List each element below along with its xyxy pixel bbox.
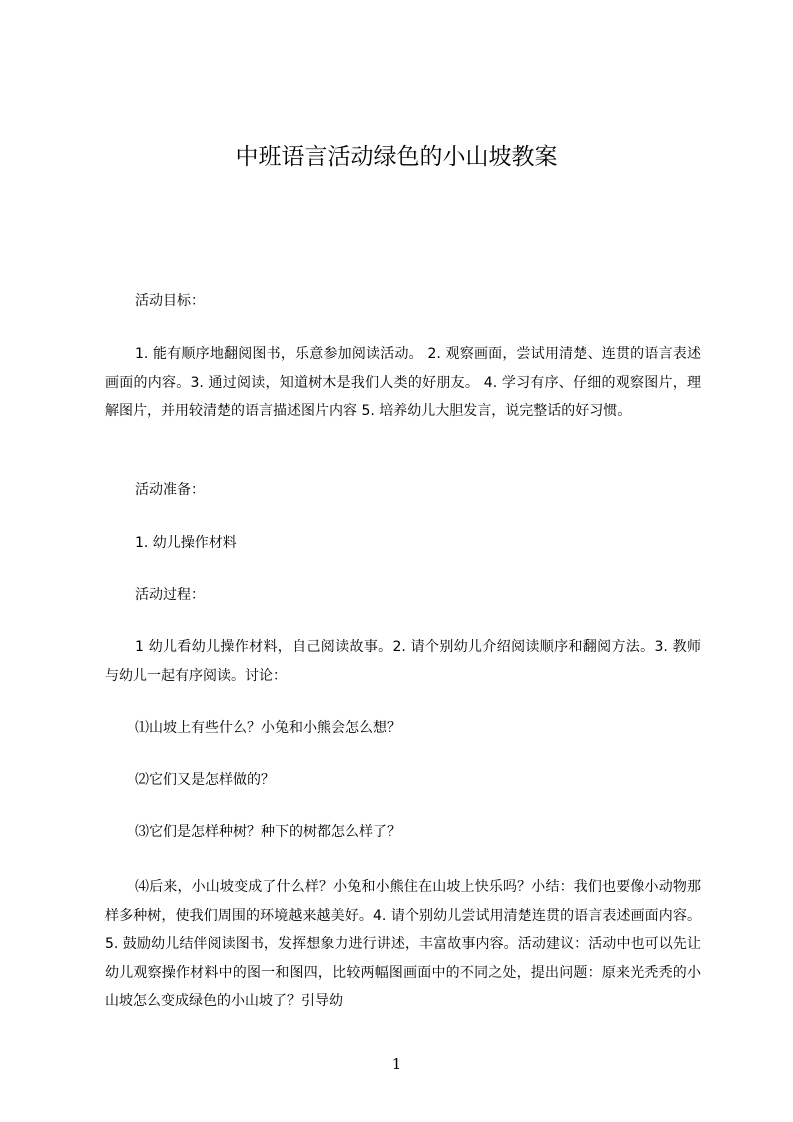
section-heading-process: 活动过程： xyxy=(135,587,205,603)
discussion-question-2: ⑵它们又是怎样做的？ xyxy=(135,772,275,788)
preparation-paragraph: 1. 幼儿操作材料 xyxy=(135,535,237,551)
process-paragraph: 1 幼儿看幼儿操作材料，自己阅读故事。2. 请个别幼儿介绍阅读顺序和翻阅方法。3. 教师与幼儿一起有序阅读。讨论： xyxy=(105,639,701,684)
document-title: 中班语言活动绿色的小山坡教案 xyxy=(235,144,558,170)
section-heading-preparation: 活动准备： xyxy=(135,482,205,498)
page-number: 1 xyxy=(391,1055,402,1073)
goals-paragraph: 1. 能有顺序地翻阅图书，乐意参加阅读活动。 2. 观察画面，尝试用清楚、连贯的语言表述画面的内容。3. 通过阅读，知道树木是我们人类的好朋友。 4. 学习有序、仔细的观察图片，理解图片，并用较清楚的语言描述图片内容 5. 培养幼儿大胆发言，说完整话的好习惯。 xyxy=(105,346,701,419)
discussion-question-3: ⑶它们是怎样种树？种下的树都怎么样了？ xyxy=(135,824,401,840)
discussion-question-4-paragraph: ⑷后来，小山坡变成了什么样？小兔和小熊住在山坡上快乐吗？小结：我们也要像小动物那样多种树，使我们周围的环境越来越美好。4. 请个别幼儿尝试用清楚连贯的语言表述画面内容。5. 鼓励幼儿结伴阅读图书，发挥想象力进行讲述，丰富故事内容。活动建议：活动中也可以先让幼儿观察操作材料中的图一和图四，比较两幅图画面中的不同之处，提出问题：原来光秃秃的小山坡怎么变成绿色的小山坡了？引导幼 xyxy=(105,879,701,1009)
discussion-question-1: ⑴山坡上有些什么？小兔和小熊会怎么想？ xyxy=(135,720,401,736)
section-heading-goals: 活动目标： xyxy=(135,293,205,309)
